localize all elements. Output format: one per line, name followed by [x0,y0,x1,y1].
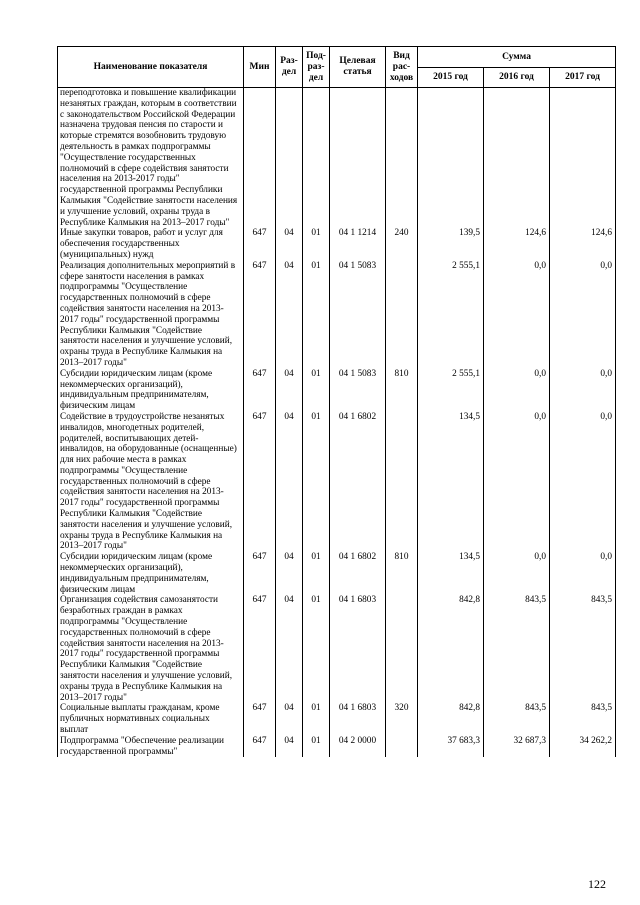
row-podrazdel: 01 [303,552,330,595]
table-row [58,412,616,552]
row-name: переподготовка и повышение квалификации незанятых граждан, которым в соответствии с законодательством Российской Федерации назначена трудовая пенсия по старости и которые стремятся возобновить трудовую деятельность в рамках подпрограммы "Осуществление государственных полномочий в сфере содействия занятости населения на 2013-2017 годы" государственной программы Республики Калмыкия "Содействие занятости населения и улучшение условий, охраны труда в Республике Калмыкия на 2013–2017 годы" [58,88,244,229]
table-row [58,595,616,703]
row-sum-2016: 32 687,3 [484,736,550,758]
row-sum-2016: 124,6 [484,228,550,260]
header-2015: 2015 год [418,68,484,88]
row-expense-type [386,412,418,552]
row-sum-2017: 34 262,2 [550,736,616,758]
row-sum-2017 [550,88,616,229]
table-row [58,369,616,412]
row-sum-2017: 0,0 [550,261,616,369]
row-name: Субсидии юридическим лицам (кроме некоммерческих организаций), индивидуальным предпринимателям, физическим лицам [58,369,244,412]
row-expense-type [386,595,418,703]
row-expense-type [386,88,418,229]
row-razdel: 04 [276,261,303,369]
header-podrazdel: Под-раз-дел [303,47,330,88]
row-name: Содействие в трудоустройстве незанятых инвалидов, многодетных родителей, родителей, воспитывающих детей-инвалидов, на оборудованные (оснащенные) для них рабочие места в рамках подпрограммы "Осуществление государственных полномочий в сфере содействия занятости населения на 2013-2017 годы" государственной программы Республики Калмыкия "Содействие занятости населения и улучшение условий, охраны труда в Республике Калмыкия на 2013–2017 годы" [58,412,244,552]
row-min: 647 [244,369,276,412]
row-min: 647 [244,703,276,735]
row-expense-type: 320 [386,703,418,735]
row-razdel: 04 [276,736,303,758]
row-sum-2017: 0,0 [550,412,616,552]
row-sum-2017: 0,0 [550,369,616,412]
row-sum-2017: 843,5 [550,703,616,735]
row-sum-2016: 843,5 [484,703,550,735]
header-razdel: Раз-дел [276,47,303,88]
budget-table [57,46,616,757]
row-sum-2016: 0,0 [484,261,550,369]
row-sum-2015: 134,5 [418,412,484,552]
row-expense-type: 240 [386,228,418,260]
row-sum-2015: 2 555,1 [418,261,484,369]
row-target-article: 04 1 1214 [330,228,386,260]
table-row [58,228,616,260]
row-razdel: 04 [276,595,303,703]
row-min: 647 [244,412,276,552]
row-sum-2016: 0,0 [484,412,550,552]
row-podrazdel: 01 [303,261,330,369]
row-name: Реализация дополнительных мероприятий в сфере занятости населения в рамках подпрограммы "Осуществление государственных полномочий в сфере содействия занятости населения на 2013-2017 годы" государственной программы Республики Калмыкия "Содействие занятости населения и улучшение условий, охраны труда в Республике Калмыкия на 2013–2017 годы" [58,261,244,369]
header-min: Мин [244,47,276,88]
header-2016: 2016 год [484,68,550,88]
budget-table-page [57,46,615,757]
row-name: Организация содействия самозанятости безработных граждан в рамках подпрограммы "Осуществление государственных полномочий в сфере содействия занятости населения на 2013-2017 годы" государственной программы Республики Калмыкия "Содействие занятости населения и улучшение условий, охраны труда в Республике Калмыкия на 2013–2017 годы" [58,595,244,703]
row-razdel: 04 [276,412,303,552]
table-row [58,736,616,758]
row-min: 647 [244,595,276,703]
header-name: Наименование показателя [58,47,244,88]
row-sum-2017: 843,5 [550,595,616,703]
row-sum-2015: 842,8 [418,595,484,703]
header-expense-type: Вид рас-ходов [386,47,418,88]
row-target-article: 04 1 6802 [330,412,386,552]
row-expense-type: 810 [386,369,418,412]
row-sum-2017: 0,0 [550,552,616,595]
row-podrazdel [303,88,330,229]
row-name: Субсидии юридическим лицам (кроме некоммерческих организаций), индивидуальным предпринимателям, физическим лицам [58,552,244,595]
row-sum-2016: 0,0 [484,369,550,412]
header-2017: 2017 год [550,68,616,88]
table-row [58,261,616,369]
row-target-article: 04 1 6803 [330,703,386,735]
row-min: 647 [244,736,276,758]
row-sum-2016: 0,0 [484,552,550,595]
row-razdel: 04 [276,552,303,595]
row-razdel: 04 [276,369,303,412]
row-razdel: 04 [276,228,303,260]
table-row [58,88,616,229]
row-sum-2015: 139,5 [418,228,484,260]
row-min: 647 [244,552,276,595]
row-target-article: 04 1 5083 [330,261,386,369]
table-body [58,88,616,758]
row-razdel: 04 [276,703,303,735]
header-target-article: Целевая статья [330,47,386,88]
row-podrazdel: 01 [303,736,330,758]
row-target-article: 04 2 0000 [330,736,386,758]
row-sum-2015 [418,88,484,229]
row-podrazdel: 01 [303,369,330,412]
row-sum-2015: 134,5 [418,552,484,595]
row-sum-2016 [484,88,550,229]
table-row [58,552,616,595]
row-razdel [276,88,303,229]
row-podrazdel: 01 [303,595,330,703]
row-podrazdel: 01 [303,412,330,552]
row-podrazdel: 01 [303,703,330,735]
row-expense-type: 810 [386,552,418,595]
row-sum-2016: 843,5 [484,595,550,703]
row-target-article [330,88,386,229]
row-min [244,88,276,229]
row-sum-2015: 2 555,1 [418,369,484,412]
row-target-article: 04 1 5083 [330,369,386,412]
row-sum-2015: 842,8 [418,703,484,735]
row-min: 647 [244,261,276,369]
page-number: 122 [588,877,606,891]
row-name: Иные закупки товаров, работ и услуг для обеспечения государственных (муниципальных) нужд [58,228,244,260]
row-expense-type [386,261,418,369]
row-expense-type [386,736,418,758]
row-min: 647 [244,228,276,260]
table-row [58,703,616,735]
row-name: Социальные выплаты гражданам, кроме публичных нормативных социальных выплат [58,703,244,735]
row-target-article: 04 1 6803 [330,595,386,703]
header-sum: Сумма [418,47,616,68]
row-sum-2017: 124,6 [550,228,616,260]
row-target-article: 04 1 6802 [330,552,386,595]
row-sum-2015: 37 683,3 [418,736,484,758]
row-podrazdel: 01 [303,228,330,260]
row-name: Подпрограмма "Обеспечение реализации государственной программы" [58,736,244,758]
